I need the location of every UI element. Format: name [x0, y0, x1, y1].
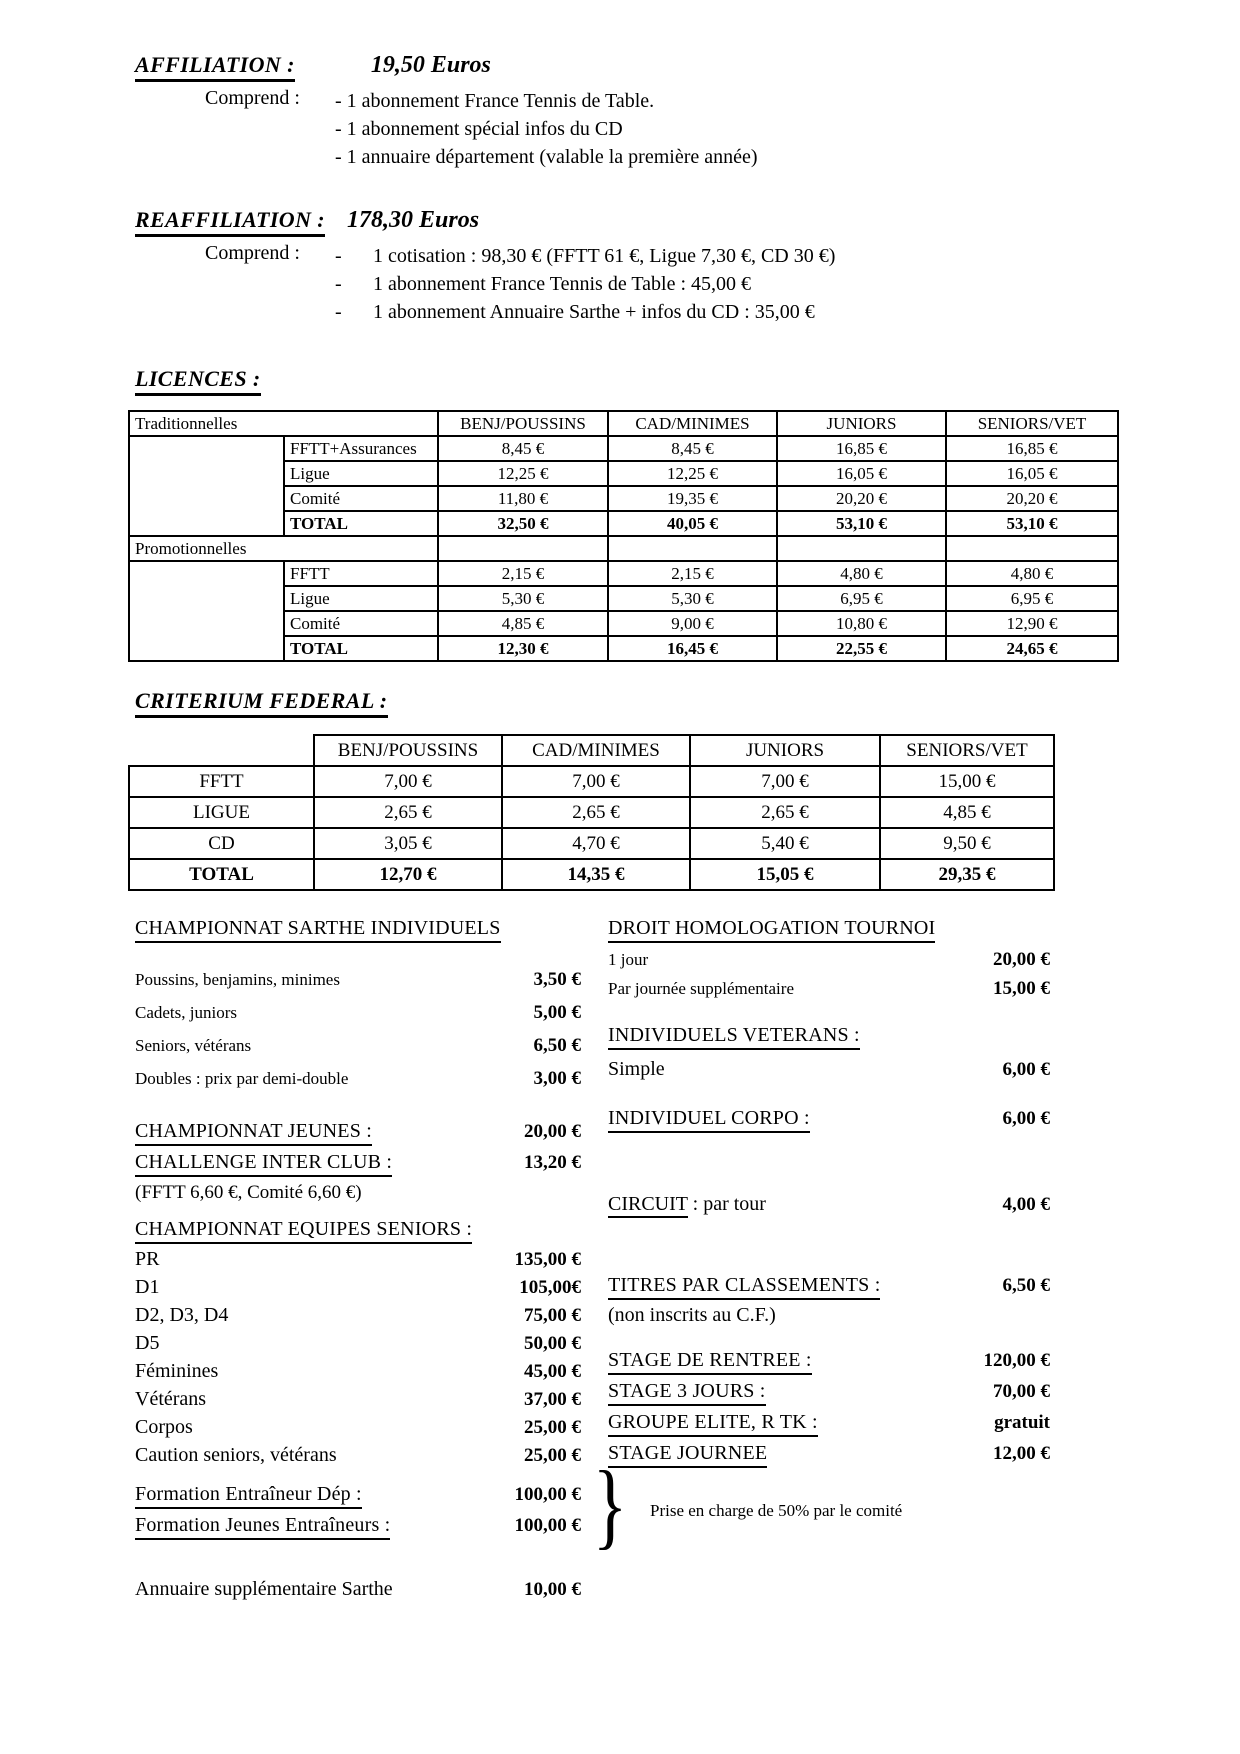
cell: 15,05 €: [690, 859, 880, 890]
cell: 11,80 €: [438, 486, 608, 511]
row-price: 50,00 €: [524, 1333, 581, 1354]
bottom-section: [135, 917, 1125, 1601]
row-price: 25,00 €: [524, 1445, 581, 1466]
row-label: Comité: [284, 611, 438, 636]
stage-price: 70,00 €: [993, 1381, 1050, 1402]
cell: 2,65 €: [314, 797, 502, 828]
price-row: [135, 1276, 581, 1299]
price-row: [135, 1002, 581, 1024]
titres-label: TITRES PAR CLASSEMENTS :: [608, 1274, 880, 1300]
titres-note: (non inscrits au C.F.): [608, 1304, 776, 1326]
affiliation-item: - 1 annuaire département (valable la première année): [335, 146, 758, 168]
empty-cell: [608, 536, 777, 561]
price-row: [608, 1380, 1050, 1406]
cell: 12,90 €: [946, 611, 1118, 636]
row-label: D2, D3, D4: [135, 1304, 229, 1326]
licences-header-row: [129, 411, 1118, 436]
row-label: Caution seniors, vétérans: [135, 1444, 337, 1466]
row-label: PR: [135, 1248, 160, 1270]
cell: 2,15 €: [438, 561, 608, 586]
affiliation-price: 19,50 Euros: [370, 52, 491, 78]
dash: -: [335, 273, 342, 295]
reaffiliation-item-text: 1 abonnement France Tennis de Table : 45,00 €: [373, 273, 752, 295]
price-row: [608, 1349, 1050, 1375]
row-label: Simple: [608, 1058, 665, 1080]
cell: 7,00 €: [502, 766, 690, 797]
annuaire-price: 10,00 €: [524, 1579, 581, 1600]
cell: 4,80 €: [946, 561, 1118, 586]
row-label: Ligue: [284, 461, 438, 486]
col-header: JUNIORS: [690, 735, 880, 766]
circuit-word: CIRCUIT: [608, 1193, 688, 1218]
cell: 10,80 €: [777, 611, 946, 636]
col-header: SENIORS/VET: [880, 735, 1054, 766]
cell: 2,15 €: [608, 561, 777, 586]
row-price: 20,00 €: [993, 949, 1050, 970]
licences-table: [128, 410, 1119, 662]
price-row: [135, 1514, 581, 1540]
price-row: [608, 1274, 1050, 1300]
corpo-label: INDIVIDUEL CORPO :: [608, 1107, 810, 1133]
criterium-header-row: [129, 735, 1054, 766]
cell: 53,10 €: [946, 511, 1118, 536]
titres-block: [608, 1274, 1050, 1327]
row-label: Seniors, vétérans: [135, 1036, 252, 1055]
price-row: [135, 1483, 581, 1509]
row-price: 3,00 €: [533, 1068, 581, 1089]
empty-cell: [438, 536, 608, 561]
cell: 32,50 €: [438, 511, 608, 536]
jeunes-label: CHAMPIONNAT JEUNES :: [135, 1120, 372, 1146]
empty-cell: [946, 536, 1118, 561]
homologation-heading: [608, 917, 1050, 943]
reaffiliation-comprend: [135, 242, 1125, 326]
affiliation-item: - 1 abonnement France Tennis de Table.: [335, 90, 655, 112]
price-row: [135, 1444, 581, 1467]
cell: 16,05 €: [946, 461, 1118, 486]
stage-price: 12,00 €: [993, 1443, 1050, 1464]
individuels-heading: [135, 917, 581, 943]
price-row: [135, 1035, 581, 1057]
cell: 22,55 €: [777, 636, 946, 661]
circuit-price: 4,00 €: [1002, 1194, 1050, 1215]
price-row: [608, 978, 1050, 1000]
cell: 7,00 €: [314, 766, 502, 797]
table-row: [129, 828, 1054, 859]
cell: 5,40 €: [690, 828, 880, 859]
cell: 5,30 €: [438, 586, 608, 611]
cell: 15,00 €: [880, 766, 1054, 797]
row-label: Comité: [284, 486, 438, 511]
criterium-title: CRITERIUM FEDERAL :: [135, 688, 388, 718]
price-row: [135, 1304, 581, 1327]
affiliation-comprend: [135, 87, 1125, 171]
price-row: [135, 1068, 581, 1090]
reaffiliation-section: [135, 207, 1125, 326]
cell: 6,95 €: [777, 586, 946, 611]
homologation-title: DROIT HOMOLOGATION TOURNOI: [608, 917, 935, 943]
row-price: 25,00 €: [524, 1417, 581, 1438]
price-row: [608, 1442, 1050, 1468]
circuit-label: [608, 1193, 766, 1216]
col-header: BENJ/POUSSINS: [438, 411, 608, 436]
formation-price: 100,00 €: [514, 1515, 581, 1536]
jeunes-block: [135, 1120, 581, 1204]
row-price: 105,00€: [519, 1277, 581, 1298]
price-row: [608, 1411, 1050, 1437]
criterium-table: [128, 734, 1055, 891]
comprend-label: Comprend :: [205, 87, 300, 109]
cell: 19,35 €: [608, 486, 777, 511]
corpo-price: 6,00 €: [1002, 1108, 1050, 1129]
group-traditionnelles: Traditionnelles: [129, 411, 438, 436]
challenge-note: (FFTT 6,60 €, Comité 6,60 €): [135, 1182, 362, 1203]
affiliation-title: AFFILIATION :: [135, 52, 295, 82]
veterans-block: [608, 1024, 1050, 1081]
licences-group-row: [129, 536, 1118, 561]
row-label: Vétérans: [135, 1388, 207, 1410]
equipes-heading: [135, 1218, 581, 1244]
row-label: CD: [129, 828, 314, 859]
cell: 20,20 €: [777, 486, 946, 511]
row-label: 1 jour: [608, 950, 649, 969]
row-label: LIGUE: [129, 797, 314, 828]
dash: -: [335, 301, 342, 323]
cell: 7,00 €: [690, 766, 880, 797]
cell: 8,45 €: [438, 436, 608, 461]
cell: 12,25 €: [438, 461, 608, 486]
cell: 9,50 €: [880, 828, 1054, 859]
row-label: Cadets, juniors: [135, 1003, 237, 1022]
cell: 9,00 €: [608, 611, 777, 636]
veterans-title: INDIVIDUELS VETERANS :: [608, 1024, 860, 1050]
price-row: [135, 1151, 581, 1177]
annuaire-label: Annuaire supplémentaire Sarthe: [135, 1578, 393, 1600]
circuit-row: [608, 1193, 1050, 1216]
price-row: [135, 1248, 581, 1271]
cell: 40,05 €: [608, 511, 777, 536]
row-price: 6,00 €: [1002, 1059, 1050, 1080]
price-row: [135, 1120, 581, 1146]
reaffiliation-item: [335, 270, 835, 298]
row-label: TOTAL: [129, 859, 314, 890]
right-column: [608, 917, 1050, 1601]
cell: 16,85 €: [946, 436, 1118, 461]
comprend-label: Comprend :: [205, 242, 300, 264]
corpo-row: [608, 1107, 1050, 1133]
criterium-heading: [135, 688, 1125, 718]
row-label: TOTAL: [284, 636, 438, 661]
reaffiliation-heading: [135, 207, 1125, 237]
cell: 53,10 €: [777, 511, 946, 536]
row-label: Poussins, benjamins, minimes: [135, 970, 340, 989]
challenge-label: CHALLENGE INTER CLUB :: [135, 1151, 392, 1177]
individuels-title: CHAMPIONNAT SARTHE INDIVIDUELS: [135, 917, 501, 943]
empty-cell: [129, 561, 284, 661]
cell: 4,70 €: [502, 828, 690, 859]
cell: 8,45 €: [608, 436, 777, 461]
reaffiliation-item: [335, 298, 835, 326]
price-row: [135, 1332, 581, 1355]
row-price: 5,00 €: [533, 1002, 581, 1023]
licences-title: LICENCES :: [135, 366, 261, 396]
col-header: CAD/MINIMES: [608, 411, 777, 436]
table-row: [129, 766, 1054, 797]
row-label: Ligue: [284, 586, 438, 611]
cell: 5,30 €: [608, 586, 777, 611]
cell: 12,25 €: [608, 461, 777, 486]
reaffiliation-items: [335, 242, 835, 326]
row-label: FFTT: [284, 561, 438, 586]
row-price: 6,50 €: [533, 1035, 581, 1056]
row-label: Corpos: [135, 1416, 193, 1438]
row-label: FFTT+Assurances: [284, 436, 438, 461]
cell: 24,65 €: [946, 636, 1118, 661]
affiliation-item: - 1 abonnement spécial infos du CD: [335, 118, 623, 140]
cell: 2,65 €: [502, 797, 690, 828]
brace-glyph: }: [592, 1451, 628, 1558]
row-label: Doubles : prix par demi-double: [135, 1069, 349, 1088]
titres-price: 6,50 €: [1002, 1275, 1050, 1296]
table-row: [129, 797, 1054, 828]
price-row: [608, 949, 1050, 971]
stage-price: gratuit: [994, 1412, 1050, 1433]
price-row: [135, 1360, 581, 1383]
cell: 4,80 €: [777, 561, 946, 586]
cell: 29,35 €: [880, 859, 1054, 890]
stage-label: STAGE 3 JOURS :: [608, 1380, 766, 1406]
cell: 16,85 €: [777, 436, 946, 461]
row-label: FFTT: [129, 766, 314, 797]
stages-block: [608, 1349, 1050, 1468]
affiliation-items: [335, 87, 758, 171]
col-header: SENIORS/VET: [946, 411, 1118, 436]
col-header: JUNIORS: [777, 411, 946, 436]
stage-label: GROUPE ELITE, R TK :: [608, 1411, 818, 1437]
cell: 16,45 €: [608, 636, 777, 661]
row-price: 3,50 €: [533, 969, 581, 990]
price-row: [135, 1416, 581, 1439]
reaffiliation-item-text: 1 cotisation : 98,30 € (FFTT 61 €, Ligue 7,30 €, CD 30 €): [373, 245, 836, 267]
empty-cell: [777, 536, 946, 561]
row-price: 15,00 €: [993, 978, 1050, 999]
row-price: 75,00 €: [524, 1305, 581, 1326]
col-header: BENJ/POUSSINS: [314, 735, 502, 766]
affiliation-section: [135, 52, 1125, 171]
row-price: 37,00 €: [524, 1389, 581, 1410]
stage-label: STAGE DE RENTREE :: [608, 1349, 812, 1375]
row-label: D5: [135, 1332, 160, 1354]
empty-cell: [129, 735, 314, 766]
cell: 3,05 €: [314, 828, 502, 859]
table-row-total: [129, 859, 1054, 890]
homologation-rows: [608, 949, 1050, 1000]
reaffiliation-item-text: 1 abonnement Annuaire Sarthe + infos du CD : 35,00 €: [373, 301, 815, 323]
price-row: [135, 969, 581, 991]
price-row: [135, 1578, 581, 1601]
circuit-rest: : par tour: [687, 1193, 766, 1215]
formation-label: Formation Jeunes Entraîneurs :: [135, 1514, 390, 1540]
stage-label: STAGE JOURNEE: [608, 1442, 767, 1468]
formation-price: 100,00 €: [514, 1484, 581, 1505]
document-content: [135, 52, 1125, 1601]
cell: 2,65 €: [690, 797, 880, 828]
group-promotionnelles: Promotionnelles: [129, 536, 438, 561]
cell: 4,85 €: [438, 611, 608, 636]
formation-note: Prise en charge de 50% par le comité: [650, 1501, 903, 1520]
table-row: [129, 561, 1118, 586]
cell: 20,20 €: [946, 486, 1118, 511]
row-label: D1: [135, 1276, 160, 1298]
row-price: 45,00 €: [524, 1361, 581, 1382]
cell: 16,05 €: [777, 461, 946, 486]
table-row: [129, 436, 1118, 461]
row-price: 135,00 €: [514, 1249, 581, 1270]
cell: 12,70 €: [314, 859, 502, 890]
stage-price: 120,00 €: [983, 1350, 1050, 1371]
licences-heading: [135, 366, 1125, 396]
cell: 6,95 €: [946, 586, 1118, 611]
price-row: [608, 1058, 1050, 1081]
dash: -: [335, 245, 342, 267]
row-label: Féminines: [135, 1360, 219, 1382]
challenge-price: 13,20 €: [524, 1152, 581, 1173]
formation-label: Formation Entraîneur Dép :: [135, 1483, 362, 1509]
row-label: TOTAL: [284, 511, 438, 536]
equipes-title: CHAMPIONNAT EQUIPES SENIORS :: [135, 1218, 472, 1244]
cell: 14,35 €: [502, 859, 690, 890]
cell: 4,85 €: [880, 797, 1054, 828]
reaffiliation-price: 178,30 Euros: [347, 207, 480, 233]
cell: 12,30 €: [438, 636, 608, 661]
jeunes-price: 20,00 €: [524, 1121, 581, 1142]
affiliation-heading: [135, 52, 1125, 82]
reaffiliation-title: REAFFILIATION :: [135, 207, 325, 237]
col-header: CAD/MINIMES: [502, 735, 690, 766]
reaffiliation-item: [335, 242, 835, 270]
empty-cell: [129, 436, 284, 536]
price-row: [135, 1388, 581, 1411]
row-label: Par journée supplémentaire: [608, 979, 794, 998]
